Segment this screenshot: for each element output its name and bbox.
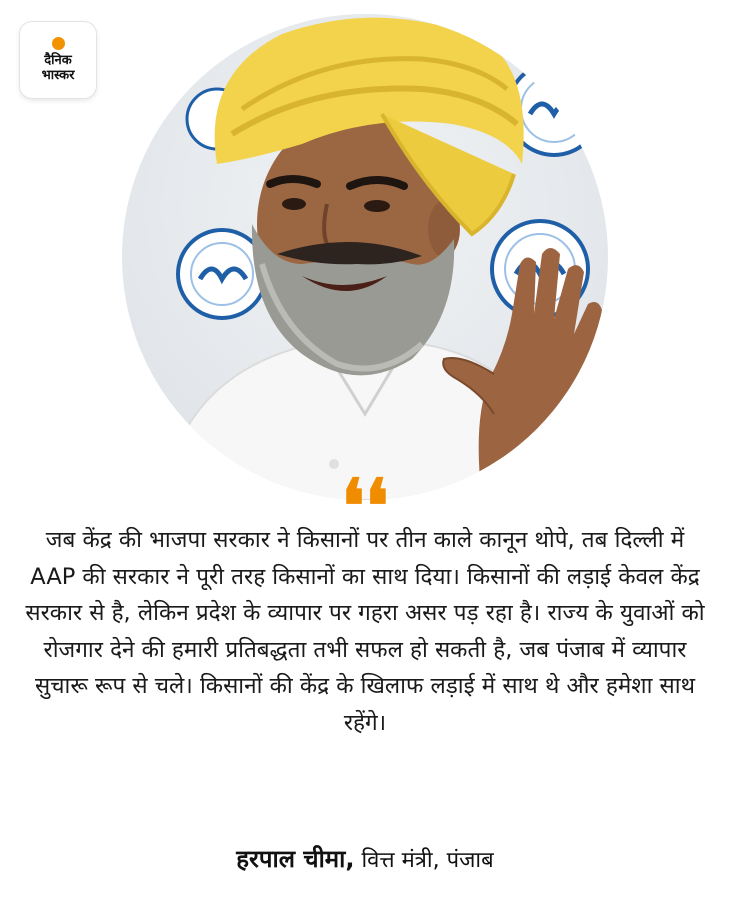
quote-text: जब केंद्र की भाजपा सरकार ने किसानों पर तीन काले कानून थोपे, तब दिल्ली में AAP की सरकार ने पूरी तरह किसानों का साथ दिया। किसानों की लड़ाई केवल केंद्र सरकार से है, लेकिन प्रदेश के व्यापार पर गहरा असर पड़ रहा है। राज्य के युवाओं को रोजगार देने की हमारी प्रतिबद्धता तभी सफल हो सकती है, जब पंजाब में व्यापार सुचारू रूप से चले। किसानों की केंद्र के खिलाफ लड़ाई में साथ थे और हमेशा साथ रहेंगे।: [25, 527, 705, 736]
speaker-photo: [122, 14, 608, 500]
sun-dot-icon: [52, 37, 65, 50]
logo-line-2: भास्कर: [41, 68, 75, 83]
speaker-role: वित्त मंत्री, पंजाब: [361, 848, 494, 873]
attribution: [0, 844, 730, 876]
speaker-name: हरपाल चीमा,: [236, 845, 355, 873]
quote-mark-icon: ❛❛: [341, 464, 389, 550]
logo-line-1: दैनिक: [44, 53, 72, 68]
dainik-bhaskar-logo: [20, 22, 96, 98]
